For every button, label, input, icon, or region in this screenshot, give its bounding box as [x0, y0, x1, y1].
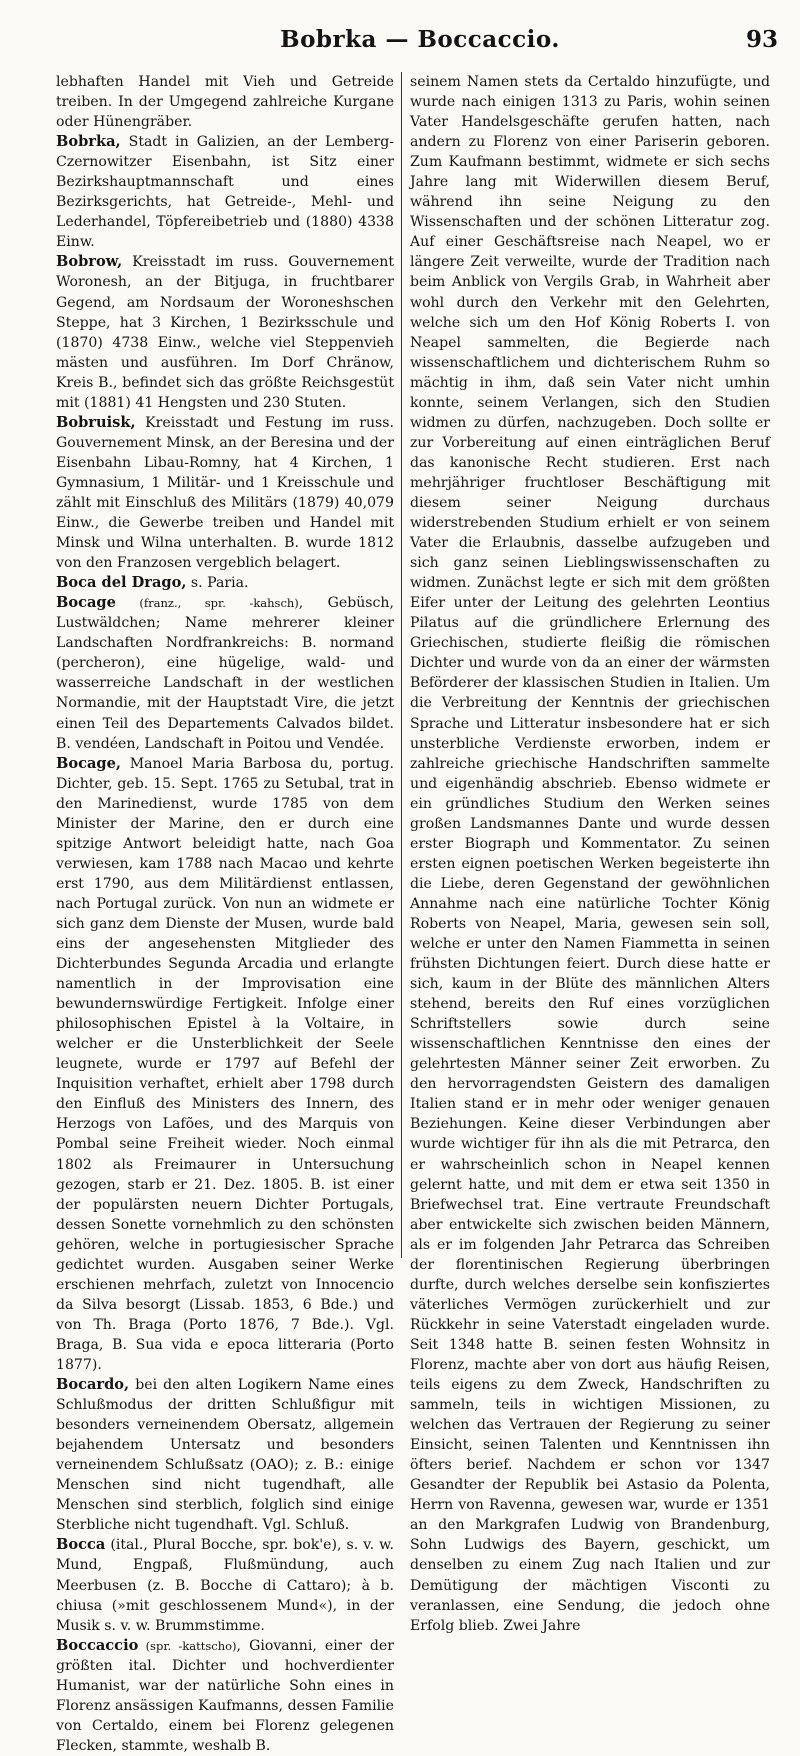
- column-divider: [401, 72, 402, 1258]
- entry-headword: Bocage: [56, 594, 116, 612]
- page-number: 93: [745, 26, 778, 53]
- entry-pronunciation: (franz., spr. -kahsch): [115, 596, 299, 611]
- dictionary-entry: [56, 1535, 394, 1635]
- entry-headword: Bobrka,: [56, 133, 121, 151]
- entry-text: Kreisstadt im russ. Gouvernement Woronesh, an der Bitjuga, in fruchtbarer Gegend, am Nordsaum der Woroneshschen Steppe, hat 3 Kirchen, 1 Bezirksschule und (1870) 4738 Einw., welche viel Steppenvieh mästen und ausführen. Im Dorf Chränow, Kreis B., befindet sich das größte Reichsgestüt mit (1881) 41 Hengsten und 230 Stuten.: [56, 254, 394, 411]
- entry-text: Stadt in Galizien, an der Lemberg-Czernowitzer Eisenbahn, ist Sitz einer Bezirkshauptmannschaft und eines Bezirksgerichts, hat Getreide-, Mehl- und Lederhandel, Töpfereibetrieb und (1880) 4338 Einw.: [56, 134, 394, 251]
- entry-headword: Bocardo,: [56, 1376, 130, 1394]
- page-header: [56, 26, 784, 62]
- entry-text: , Gebüsch, Lustwäldchen; Name mehrerer kleiner Landschaften Nordfrankreichs: B. normand (percheron), eine hügelige, wald- und wasserreiche Landschaft in der westlichen Normandie, mit der Hauptstadt Vire, die jetzt einen Teil des Departements Calvados bildet. B. vendéen, Landschaft in Poitou und Vendée.: [56, 595, 394, 752]
- dictionary-entry: [56, 252, 394, 412]
- dictionary-entry: [56, 132, 394, 252]
- dictionary-entry: [56, 754, 394, 1375]
- dictionary-entry: [56, 72, 394, 132]
- dictionary-entry: [56, 413, 394, 573]
- entry-headword: Bobrow,: [56, 253, 123, 271]
- entry-text: Kreisstadt und Festung im russ. Gouvernement Minsk, an der Beresina und der Eisenbahn Libau-Romny, hat 4 Kirchen, 1 Gymnasium, 1 Militär- und 1 Kreisschule und zählt mit Einschluß des Militärs (1879) 40,079 Einw., die Gewerbe treiben und Handel mit Minsk und Wilna unterhalten. B. wurde 1812 von den Franzosen vergeblich belagert.: [56, 414, 394, 572]
- entry-headword: Boca del Drago,: [56, 574, 187, 592]
- entry-headword: Bobruisk,: [56, 413, 136, 431]
- entry-text: lebhaften Handel mit Vieh und Getreide treiben. In der Umgegend zahlreiche Kurgane oder Hünengräber.: [56, 74, 394, 131]
- entry-headword: Boccaccio: [56, 1636, 139, 1654]
- entry-text: s. Paria.: [186, 575, 249, 592]
- entry-text: bei den alten Logikern Name eines Schlußmodus der dritten Schlußfigur mit besonders verneinendem Obersatz, allgemein bejahendem Untersatz und besonders verneinendem Schlußsatz (OAO); z. B.: einige Menschen sind nicht tugendhaft, alle Menschen sind sterblich, folglich sind einige Sterbliche nicht tugendhaft. Vgl. Schluß.: [56, 1377, 394, 1534]
- dictionary-entry: [56, 593, 394, 753]
- entry-text: , Giovanni, einer der größten ital. Dichter und hochverdienter Humanist, war der natürliche Sohn eines in Florenz ansässigen Kaufmanns, dessen Familie von Certaldo, einem bei Florenz gelegenen Flecken, stammte, weshalb B.: [56, 1637, 395, 1754]
- entry-text: Manoel Maria Barbosa du, portug. Dichter, geb. 15. Sept. 1765 zu Setubal, trat in den Marinedienst, wurde 1785 von dem Minister der Marine, den er durch eine spitzige Antwort beleidigt hatte, nach Goa verwiesen, kam 1788 nach Macao und kehrte erst 1790, aus dem Militärdienst entlassen, nach Portugal zurück. Von nun an widmete er sich ganz dem Dienste der Musen, wurde bald eins der angesehensten Mitglieder des Dichterbundes Segunda Arcadia und erlangte namentlich in der Improvisation eine bewundernswürdige Fertigkeit. Infolge einer philosophischen Epistel à la Voltaire, in welcher er die Unsterblichkeit der Seele leugnete, wurde er 1797 auf Befehl der Inquisition verhaftet, erhielt aber 1798 durch den Einfluß des Ministers des Innern, des Herzogs von Lafões, und des Marquis von Pombal seine Freiheit wieder. Noch einmal 1802 als Freimaurer in Untersuchung gezogen, starb er 21. Dez. 1805. B. ist einer der populärsten neuern Dichter Portugals, dessen Sonette vornehmlich zu den schönsten gehören, welche in portugiesischer Sprache gedichtet wurden. Ausgaben seiner Werke erschienen mehrfach, zuletzt von Innocencio da Silva besorgt (Lissab. 1853, 6 Bde.) und von Th. Braga (Porto 1876, 7 Bde.). Vgl. Braga, B. Sua vida e epoca litteraria (Porto 1877).: [56, 755, 394, 1373]
- entry-text: seinem Namen stets da Certaldo hinzufügte, und wurde nach einigen 1313 zu Paris, wohin seinen Vater Handelsgeschäfte gerufen hatten, nach andern zu Florenz von einer Pariserin geboren. Zum Kaufmann bestimmt, widmete er sich sechs Jahre lang mit Widerwillen diesem Beruf, während ihn seine Neigung zu den Wissenschaften und der schönen Litteratur zog. Auf einer Geschäftsreise nach Neapel, wo er längere Zeit verweilte, wurde der Tradition nach beim Anblick von Vergils Grab, in Wahrheit aber wohl durch den Verkehr mit den Gelehrten, welche sich um den Hof König Roberts I. von Neapel sammelten, die Begierde nach wissenschaftlichem und dichterischem Ruhm so mächtig in ihm, daß sein Vater nicht umhin konnte, seinem Verlangen, sich den Studien widmen zu dürfen, nachzugeben. Doch sollte er zur Vorbereitung auf einen einträglichen Beruf das kanonische Recht studieren. Erst nach mehrjähriger fruchtloser Beschäftigung mit diesem seiner Neigung durchaus widerstrebenden Studium erhielt er von seinem Vater die Erlaubnis, dasselbe aufzugeben und sich ganz seinen Lieblingswissenschaften zu widmen. Zunächst legte er sich mit dem größten Eifer unter der Leitung des gelehrten Leontius Pilatus auf die gründlichere Erlernung des Griechischen, studierte fleißig die römischen Dichter und wurde von da an einer der wärmsten Beförderer der klassischen Studien in Italien. Um die Verbreitung der Kenntnis der griechischen Sprache und Litteratur insbesondere hat er sich unsterbliche Verdienste erworben, indem er zahlreiche griechische Handschriften sammelte und eigenhändig abschrieb. Ebenso widmete er ein gründliches Studium den Werken seines großen Landsmannes Dante und wurde dessen erster Biograph und Kommentator. Zu seinen ersten eignen poetischen Werken begeisterte ihn die Liebe, deren Gegenstand der gewöhnlichen Annahme nach eine natürliche Tochter König Roberts von Neapel, Maria, gewesen sein soll, welche er unter den Namen Fiammetta in seinen frühsten Dichtungen feiert. Durch diese hatte er sich, kaum in der Blüte des männlichen Alters stehend, bereits den Ruf eines vorzüglichen Schriftstellers sowie durch seine wissenschaftlichen Kenntnisse den eines der gelehrtesten Männer seiner Zeit erworben. Zu den hervorragendsten Geistern des damaligen Italien stand er in mehr oder weniger genauen Beziehungen. Keine dieser Verbindungen aber wurde wichtiger für ihn als die mit Petrarca, den er wahrscheinlich schon in Neapel kennen gelernt hatte, und mit dem er etwa seit 1350 in Briefwechsel trat. Eine vertraute Freundschaft aber entwickelte sich zwischen beiden Männern, als er im folgenden Jahr Petrarca das Schreiben der florentinischen Regierung überbringen durfte, durch welches derselbe sein konfisziertes väterliches Vermögen zurückerhielt und zur Rückkehr in seine Vaterstadt eingeladen wurde. Seit 1348 hatte B. seinen festen Wohnsitz in Florenz, machte aber von dort aus häufig Reisen, teils eigens zu dem Zweck, Handschriften zu sammeln, teils in wichtigen Missionen, zu welchen das Vertrauen der Regierung zu seiner Einsicht, seinen Talenten und Kenntnissen ihn öfters berief. Nachdem er schon vor 1347 Gesandter der Republik bei Astasio da Polenta, Herrn von Ravenna, gewesen war, wurde er 1351 an den Markgrafen Ludwig von Brandenburg, Sohn Ludwigs des Bayern, geschickt, um denselben zu einem Zug nach Italien und zur Demütigung der mächtigen Visconti zu veranlassen, eine Sendung, die jedoch ohne Erfolg blieb. Zwei Jahre: [410, 74, 770, 1634]
- running-title: Bobrka — Boccaccio.: [280, 26, 560, 53]
- dictionary-entry: [56, 1636, 394, 1756]
- entry-headword: Bocca: [56, 1536, 106, 1554]
- dictionary-entry: [56, 1375, 394, 1535]
- dictionary-entry: [56, 573, 394, 593]
- right-column: [410, 72, 770, 1634]
- left-column: [56, 72, 395, 1754]
- entry-text: (ital., Plural Bocche, spr. bok'e), s. v. w. Mund, Engpaß, Flußmündung, auch Meerbusen (z. B. Bocche di Cattaro); à b. chiusa (»mit geschlossenem Mund«), in der Musik s. v. w. Brummstimme.: [56, 1537, 394, 1634]
- entry-pronunciation: (spr. -kattscho): [138, 1638, 237, 1653]
- dictionary-entry: [410, 72, 770, 1636]
- entry-headword: Bocage,: [56, 754, 121, 772]
